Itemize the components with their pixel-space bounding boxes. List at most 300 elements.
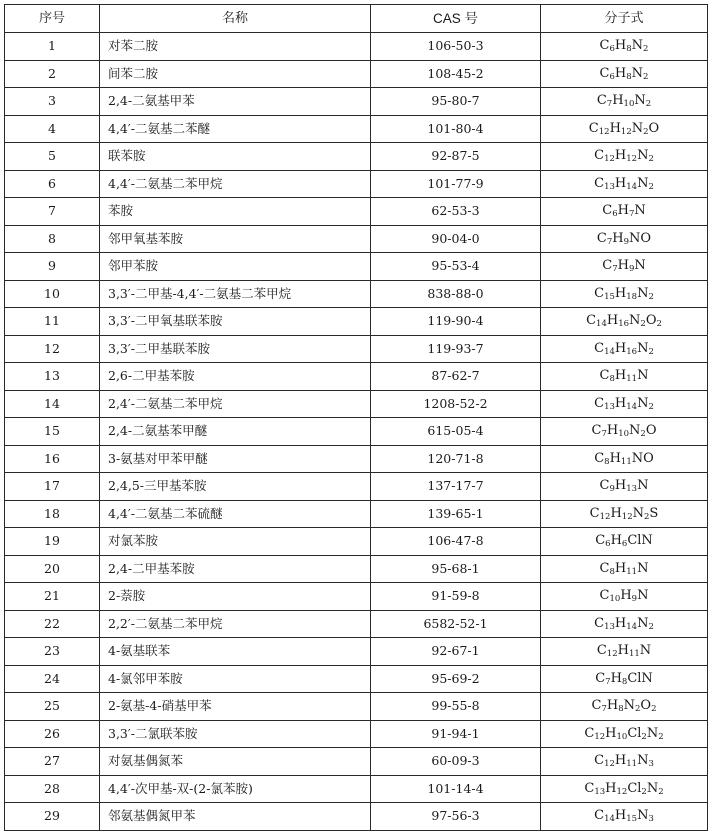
formula-element: NO	[631, 450, 654, 466]
formula-element: O	[648, 120, 660, 136]
seq-cell: 7	[5, 198, 100, 226]
cas-cell: 6582-52-1	[371, 610, 541, 638]
formula-subscript: 12	[604, 154, 615, 164]
name-cell: 2,4′-二氨基二苯甲烷	[100, 390, 371, 418]
formula-element: Cl	[627, 780, 642, 796]
seq-cell: 8	[5, 225, 100, 253]
formula-cell	[541, 775, 708, 803]
formula-subscript: 11	[628, 649, 640, 659]
cas-cell: 97-56-3	[371, 803, 541, 831]
seq-cell: 3	[5, 88, 100, 116]
formula-element: N	[631, 65, 644, 81]
name-cell: 4-氨基联苯	[100, 638, 371, 666]
table-header	[5, 5, 708, 33]
formula-subscript: 2	[640, 429, 646, 439]
formula-subscript: 9	[628, 264, 635, 274]
formula-subscript: 2	[641, 786, 647, 797]
formula-subscript: 9	[609, 484, 615, 494]
cas-cell: 92-67-1	[371, 638, 541, 666]
formula-cell	[541, 748, 708, 776]
formula-cell	[541, 528, 708, 556]
header-row	[5, 5, 708, 33]
formula-element: H	[605, 780, 617, 796]
formula-element: H	[617, 643, 629, 658]
formula-subscript: 14	[604, 346, 615, 357]
formula-subscript: 12	[606, 649, 618, 659]
formula-element: N	[637, 368, 649, 383]
formula-subscript: 7	[601, 429, 607, 439]
name-cell: 2-氨基-4-硝基甲苯	[100, 693, 371, 721]
formula-element: N	[637, 808, 649, 823]
formula-subscript: 6	[621, 539, 628, 549]
formula-element: C	[595, 533, 606, 548]
table-row	[5, 198, 708, 226]
name-cell: 对氨基偶氮苯	[100, 748, 371, 776]
formula-subscript: 12	[604, 759, 615, 769]
formula-subscript: 2	[648, 181, 654, 192]
table-row	[5, 170, 708, 198]
formula-element: H	[614, 175, 627, 191]
table-row	[5, 88, 708, 116]
seq-cell: 20	[5, 555, 100, 583]
table-row	[5, 775, 708, 803]
formula-subscript: 3	[648, 814, 654, 824]
formula-subscript: 7	[606, 236, 613, 247]
formula-subscript: 2	[648, 291, 654, 302]
seq-cell: 9	[5, 253, 100, 281]
seq-cell: 1	[5, 33, 100, 61]
formula-element: H	[614, 340, 627, 356]
cas-cell: 1208-52-2	[371, 390, 541, 418]
formula-element: H	[610, 505, 622, 521]
formula-cell	[541, 253, 708, 281]
formula-element: H	[606, 313, 619, 328]
cas-cell: 91-59-8	[371, 583, 541, 611]
formula-subscript: 10	[623, 99, 635, 109]
name-cell: 邻氨基偶氮甲苯	[100, 803, 371, 831]
formula-cell	[541, 665, 708, 693]
formula-subscript: 2	[656, 319, 662, 329]
formula-element: H	[614, 395, 627, 411]
formula-element: C	[596, 93, 607, 108]
formula-subscript: 2	[644, 511, 650, 522]
formula-element: ClN	[627, 533, 653, 548]
formula-subscript: 6	[605, 539, 611, 549]
formula-subscript: 10	[616, 731, 628, 742]
formula-subscript: 14	[626, 181, 638, 192]
formula-element: H	[606, 423, 619, 438]
formula-element: H	[614, 148, 627, 163]
cas-cell: 101-77-9	[371, 170, 541, 198]
table-row	[5, 60, 708, 88]
formula-element: N	[646, 780, 659, 796]
formula-subscript: 9	[631, 594, 638, 604]
formula-cell	[541, 500, 708, 528]
formula-subscript: 8	[618, 704, 624, 714]
formula-subscript: 11	[620, 456, 632, 467]
table-row	[5, 720, 708, 748]
name-cell: 间苯二胺	[100, 60, 371, 88]
cas-cell: 62-53-3	[371, 198, 541, 226]
table-row	[5, 500, 708, 528]
formula-element: C	[589, 505, 600, 521]
name-cell: 2,4-二氨基苯甲醚	[100, 418, 371, 446]
formula-element: C	[599, 368, 610, 383]
formula-subscript: 12	[594, 731, 606, 742]
formula-element: N	[637, 175, 649, 191]
formula-element: C	[591, 423, 602, 438]
formula-cell	[541, 170, 708, 198]
formula-subscript: 7	[628, 209, 635, 219]
name-cell: 3-氨基对甲苯甲醚	[100, 445, 371, 473]
formula-element: Cl	[627, 725, 642, 741]
formula-subscript: 2	[640, 319, 646, 329]
formula-subscript: 2	[635, 704, 641, 714]
formula-cell	[541, 445, 708, 473]
header-name: 名称	[100, 5, 371, 33]
cas-cell: 99-55-8	[371, 693, 541, 721]
formula-element: C	[599, 560, 610, 576]
formula-subscript: 7	[606, 99, 613, 109]
name-cell: 3,3′-二甲基-4,4′-二氨基二苯甲烷	[100, 280, 371, 308]
formula-subscript: 13	[604, 181, 615, 192]
table-row	[5, 418, 708, 446]
formula-subscript: 13	[594, 786, 606, 797]
formula-cell	[541, 363, 708, 391]
formula-element: H	[614, 615, 627, 631]
name-cell: 2,4-二氨基甲苯	[100, 88, 371, 116]
formula-element: C	[594, 340, 605, 356]
formula-subscript: 3	[648, 759, 654, 769]
formula-element: C	[596, 643, 607, 658]
table-row	[5, 638, 708, 666]
formula-subscript: 12	[616, 786, 628, 797]
formula-element: N	[634, 93, 646, 108]
formula-element: H	[610, 670, 622, 686]
table-row	[5, 610, 708, 638]
formula-element: N	[629, 423, 641, 438]
formula-element: C	[594, 148, 605, 163]
formula-element: S	[649, 505, 659, 521]
cas-cell: 95-80-7	[371, 88, 541, 116]
name-cell: 4-氯邻甲苯胺	[100, 665, 371, 693]
formula-element: C	[594, 753, 605, 768]
seq-cell: 25	[5, 693, 100, 721]
seq-cell: 16	[5, 445, 100, 473]
formula-element: H	[609, 120, 621, 136]
cas-cell: 95-69-2	[371, 665, 541, 693]
formula-subscript: 7	[605, 676, 611, 687]
name-cell: 4,4′-二氨基二苯醚	[100, 115, 371, 143]
formula-element: N	[637, 148, 649, 163]
name-cell: 2,4-二甲基苯胺	[100, 555, 371, 583]
formula-element: N	[629, 313, 641, 328]
formula-element: N	[634, 258, 646, 273]
seq-cell: 26	[5, 720, 100, 748]
formula-element: H	[620, 588, 632, 603]
seq-cell: 6	[5, 170, 100, 198]
formula-cell	[541, 308, 708, 336]
cas-cell: 87-62-7	[371, 363, 541, 391]
header-formula: 分子式	[541, 5, 708, 33]
formula-cell	[541, 720, 708, 748]
cas-cell: 106-50-3	[371, 33, 541, 61]
seq-cell: 2	[5, 60, 100, 88]
formula-element: H	[605, 725, 617, 741]
formula-subscript: 11	[626, 566, 638, 577]
cas-cell: 120-71-8	[371, 445, 541, 473]
formula-subscript: 6	[609, 44, 615, 54]
formula-cell	[541, 225, 708, 253]
formula-subscript: 7	[612, 264, 618, 274]
name-cell: 4,4′-二氨基二苯甲烷	[100, 170, 371, 198]
seq-cell: 15	[5, 418, 100, 446]
formula-subscript: 2	[641, 731, 647, 742]
formula-subscript: 16	[618, 319, 630, 329]
formula-element: C	[584, 780, 595, 796]
formula-element: C	[586, 313, 597, 328]
formula-element: N	[637, 285, 649, 301]
formula-subscript: 14	[604, 814, 615, 824]
formula-element: N	[637, 753, 649, 768]
formula-element: NO	[629, 230, 652, 246]
formula-element: H	[610, 533, 622, 548]
formula-element: H	[614, 478, 627, 493]
formula-subscript: 8	[609, 566, 615, 577]
table-row	[5, 335, 708, 363]
formula-element: H	[614, 65, 627, 81]
formula-element: C	[602, 258, 613, 273]
seq-cell: 11	[5, 308, 100, 336]
formula-subscript: 13	[604, 621, 615, 632]
formula-cell	[541, 115, 708, 143]
formula-subscript: 12	[598, 126, 610, 137]
table-row	[5, 363, 708, 391]
name-cell: 2,2′-二氨基二苯甲烷	[100, 610, 371, 638]
table-row	[5, 225, 708, 253]
seq-cell: 29	[5, 803, 100, 831]
formula-subscript: 18	[626, 291, 638, 302]
formula-cell	[541, 638, 708, 666]
formula-subscript: 8	[626, 44, 632, 54]
table-body	[5, 33, 708, 831]
table-row	[5, 748, 708, 776]
name-cell: 邻甲苯胺	[100, 253, 371, 281]
cas-cell: 95-68-1	[371, 555, 541, 583]
table-row	[5, 308, 708, 336]
cas-cell: 108-45-2	[371, 60, 541, 88]
formula-element: N	[637, 395, 649, 411]
formula-subscript: 6	[612, 209, 618, 219]
formula-cell	[541, 198, 708, 226]
formula-element: C	[599, 478, 610, 493]
formula-subscript: 2	[643, 44, 649, 54]
formula-subscript: 10	[618, 429, 630, 439]
formula-subscript: 2	[651, 704, 657, 714]
formula-subscript: 15	[626, 814, 638, 824]
name-cell: 2-萘胺	[100, 583, 371, 611]
formula-element: H	[614, 808, 627, 823]
name-cell: 2,4,5-三甲基苯胺	[100, 473, 371, 501]
formula-element: H	[609, 450, 621, 466]
formula-element: N	[637, 588, 649, 603]
formula-element: C	[594, 450, 605, 466]
table-row	[5, 253, 708, 281]
formula-subscript: 10	[609, 594, 621, 604]
formula-subscript: 2	[648, 346, 654, 357]
name-cell: 3,3′-二甲氧基联苯胺	[100, 308, 371, 336]
formula-subscript: 8	[604, 456, 610, 467]
seq-cell: 4	[5, 115, 100, 143]
formula-element: O	[645, 313, 657, 328]
formula-element: O	[645, 423, 657, 438]
formula-element: ClN	[627, 670, 653, 686]
formula-subscript: 2	[658, 786, 664, 797]
formula-element: N	[631, 38, 644, 53]
formula-subscript: 6	[609, 71, 615, 82]
formula-element: N	[631, 120, 644, 136]
formula-subscript: 14	[596, 319, 607, 329]
formula-element: N	[646, 725, 659, 741]
formula-cell	[541, 33, 708, 61]
formula-subscript: 2	[648, 154, 654, 164]
formula-element: C	[596, 230, 607, 246]
formula-cell	[541, 335, 708, 363]
formula-cell	[541, 803, 708, 831]
formula-cell	[541, 143, 708, 171]
name-cell: 邻甲氧基苯胺	[100, 225, 371, 253]
formula-element: C	[594, 395, 605, 411]
table-row	[5, 665, 708, 693]
formula-subscript: 12	[599, 511, 611, 522]
formula-subscript: 11	[626, 759, 638, 769]
table-row	[5, 115, 708, 143]
formula-subscript: 2	[648, 621, 654, 632]
cas-cell: 615-05-4	[371, 418, 541, 446]
table-row	[5, 390, 708, 418]
cas-cell: 139-65-1	[371, 500, 541, 528]
formula-subscript: 8	[621, 676, 628, 687]
formula-subscript: 12	[621, 511, 633, 522]
seq-cell: 5	[5, 143, 100, 171]
formula-subscript: 2	[643, 71, 649, 82]
cas-cell: 106-47-8	[371, 528, 541, 556]
seq-cell: 27	[5, 748, 100, 776]
formula-cell	[541, 418, 708, 446]
table-row	[5, 33, 708, 61]
formula-subscript: 14	[626, 621, 638, 632]
formula-subscript: 13	[626, 484, 638, 494]
name-cell: 苯胺	[100, 198, 371, 226]
cas-cell: 119-93-7	[371, 335, 541, 363]
formula-cell	[541, 583, 708, 611]
formula-element: C	[588, 120, 599, 136]
formula-element: H	[617, 258, 629, 273]
name-cell: 3,3′-二甲基联苯胺	[100, 335, 371, 363]
formula-element: N	[637, 340, 649, 356]
seq-cell: 19	[5, 528, 100, 556]
formula-cell	[541, 610, 708, 638]
formula-element: N	[634, 203, 646, 218]
formula-cell	[541, 88, 708, 116]
seq-cell: 12	[5, 335, 100, 363]
cas-cell: 92-87-5	[371, 143, 541, 171]
formula-element: H	[614, 753, 627, 768]
formula-element: C	[602, 203, 613, 218]
formula-subscript: 8	[626, 71, 632, 82]
formula-subscript: 2	[658, 731, 664, 742]
name-cell: 4,4′-次甲基-双-(2-氯苯胺)	[100, 775, 371, 803]
formula-element: C	[594, 175, 605, 191]
formula-element: C	[599, 38, 610, 53]
formula-element: C	[594, 615, 605, 631]
name-cell: 对氯苯胺	[100, 528, 371, 556]
cas-cell: 838-88-0	[371, 280, 541, 308]
cas-cell: 60-09-3	[371, 748, 541, 776]
formula-element: H	[614, 560, 627, 576]
seq-cell: 21	[5, 583, 100, 611]
formula-element: N	[639, 643, 652, 658]
table-row	[5, 583, 708, 611]
formula-element: H	[614, 368, 627, 383]
formula-element: C	[599, 65, 610, 81]
formula-cell	[541, 390, 708, 418]
formula-cell	[541, 693, 708, 721]
formula-element: N	[632, 505, 644, 521]
formula-element: C	[591, 698, 602, 713]
formula-element: N	[623, 698, 635, 713]
seq-cell: 10	[5, 280, 100, 308]
header-seq: 序号	[5, 5, 100, 33]
name-cell: 3,3′-二氯联苯胺	[100, 720, 371, 748]
formula-subscript: 14	[626, 401, 638, 412]
name-cell: 联苯胺	[100, 143, 371, 171]
formula-cell	[541, 555, 708, 583]
formula-cell	[541, 280, 708, 308]
seq-cell: 17	[5, 473, 100, 501]
formula-element: C	[594, 285, 605, 301]
formula-cell	[541, 473, 708, 501]
cas-cell: 119-90-4	[371, 308, 541, 336]
formula-subscript: 2	[645, 99, 652, 109]
amine-table	[4, 4, 708, 831]
cas-cell: 91-94-1	[371, 720, 541, 748]
formula-element: C	[599, 588, 610, 603]
header-cas: CAS 号	[371, 5, 541, 33]
table-row	[5, 528, 708, 556]
seq-cell: 24	[5, 665, 100, 693]
seq-cell: 23	[5, 638, 100, 666]
table-row	[5, 143, 708, 171]
formula-element: N	[637, 560, 649, 576]
formula-subscript: 8	[609, 374, 615, 384]
table-row	[5, 473, 708, 501]
formula-element: C	[594, 808, 605, 823]
table-row	[5, 555, 708, 583]
formula-element: H	[612, 230, 624, 246]
formula-subscript: 7	[601, 704, 607, 714]
seq-cell: 13	[5, 363, 100, 391]
formula-element: C	[595, 670, 606, 686]
cas-cell: 101-80-4	[371, 115, 541, 143]
name-cell: 2,6-二甲基苯胺	[100, 363, 371, 391]
formula-subscript: 2	[648, 401, 654, 412]
seq-cell: 14	[5, 390, 100, 418]
formula-element: H	[612, 93, 624, 108]
cas-cell: 90-04-0	[371, 225, 541, 253]
seq-cell: 22	[5, 610, 100, 638]
cas-cell: 101-14-4	[371, 775, 541, 803]
